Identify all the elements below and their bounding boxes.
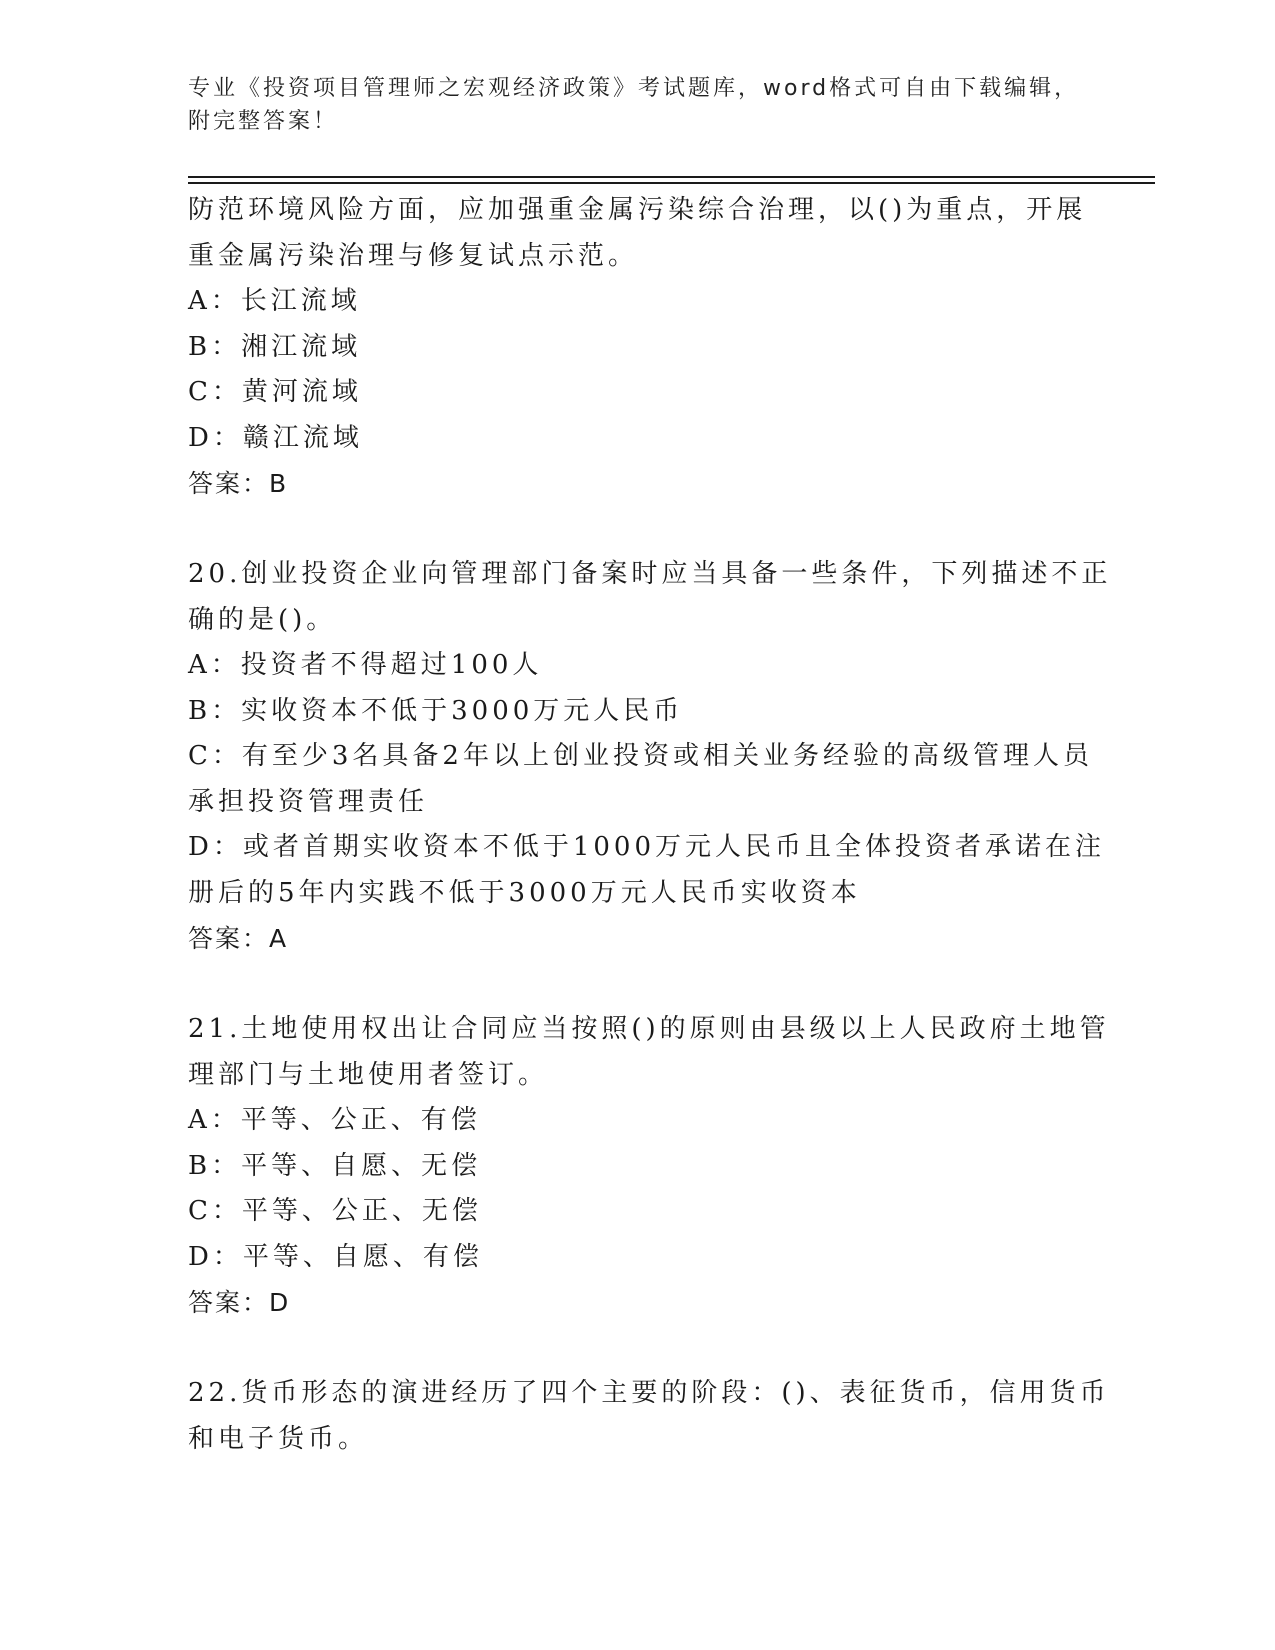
question-stem: 理部门与土地使用者签订。 xyxy=(188,1059,549,1090)
option-d: D：赣江流域 xyxy=(188,422,363,453)
question-stem: 重金属污染治理与修复试点示范。 xyxy=(188,240,639,271)
header-line: 专业《投资项目管理师之宏观经济政策》考试题库，word格式可自由下载编辑， xyxy=(188,76,1080,101)
question-stem: 21.土地使用权出让合同应当按照()的原则由县级以上人民政府土地管 xyxy=(188,1014,1110,1044)
option-c: C：平等、公正、无偿 xyxy=(188,1196,482,1226)
question-stem: 确的是()。 xyxy=(188,604,337,635)
spacer xyxy=(188,1326,1088,1372)
question-stem: 20.创业投资企业向管理部门备案时应当具备一些条件，下列描述不正 xyxy=(188,559,1112,589)
question-19 xyxy=(188,188,1088,507)
spacer xyxy=(188,507,1088,553)
option-c: 承担投资管理责任 xyxy=(188,786,429,817)
question-21 xyxy=(188,1007,1110,1326)
question-stem: 22.货币形态的演进经历了四个主要的阶段：()、表征货币，信用货币 xyxy=(188,1378,1110,1408)
question-22 xyxy=(188,1371,1110,1462)
question-stem: 防范环境风险方面，应加强重金属污染综合治理，以()为重点，开展 xyxy=(188,195,1087,225)
question-list xyxy=(188,188,1112,1462)
document-header xyxy=(188,72,1088,138)
option-d: D：或者首期实收资本不低于1000万元人民币且全体投资者承诺在注 xyxy=(188,832,1106,862)
option-d: 册后的5年内实践不低于3000万元人民币实收资本 xyxy=(188,877,861,908)
option-a: A：平等、公正、有偿 xyxy=(188,1105,481,1135)
spacer xyxy=(188,962,1088,1008)
header-line: 附完整答案！ xyxy=(188,109,339,134)
option-c: C：有至少3名具备2年以上创业投资或相关业务经验的高级管理人员 xyxy=(188,741,1093,771)
question-stem: 和电子货币。 xyxy=(188,1423,369,1454)
option-b: B：湘江流域 xyxy=(188,331,362,362)
option-b: B：实收资本不低于3000万元人民币 xyxy=(188,695,684,726)
option-a: A：长江流域 xyxy=(188,286,361,316)
question-20 xyxy=(188,552,1112,962)
header-divider xyxy=(188,176,1155,178)
header-divider xyxy=(188,182,1155,184)
option-a: A：投资者不得超过100人 xyxy=(188,650,543,680)
answer-line: 答案：B xyxy=(188,469,289,498)
option-c: C：黄河流域 xyxy=(188,377,362,407)
answer-line: 答案：A xyxy=(188,924,289,953)
option-b: B：平等、自愿、无偿 xyxy=(188,1150,482,1181)
option-d: D：平等、自愿、有偿 xyxy=(188,1241,483,1272)
answer-line: 答案：D xyxy=(188,1288,291,1317)
